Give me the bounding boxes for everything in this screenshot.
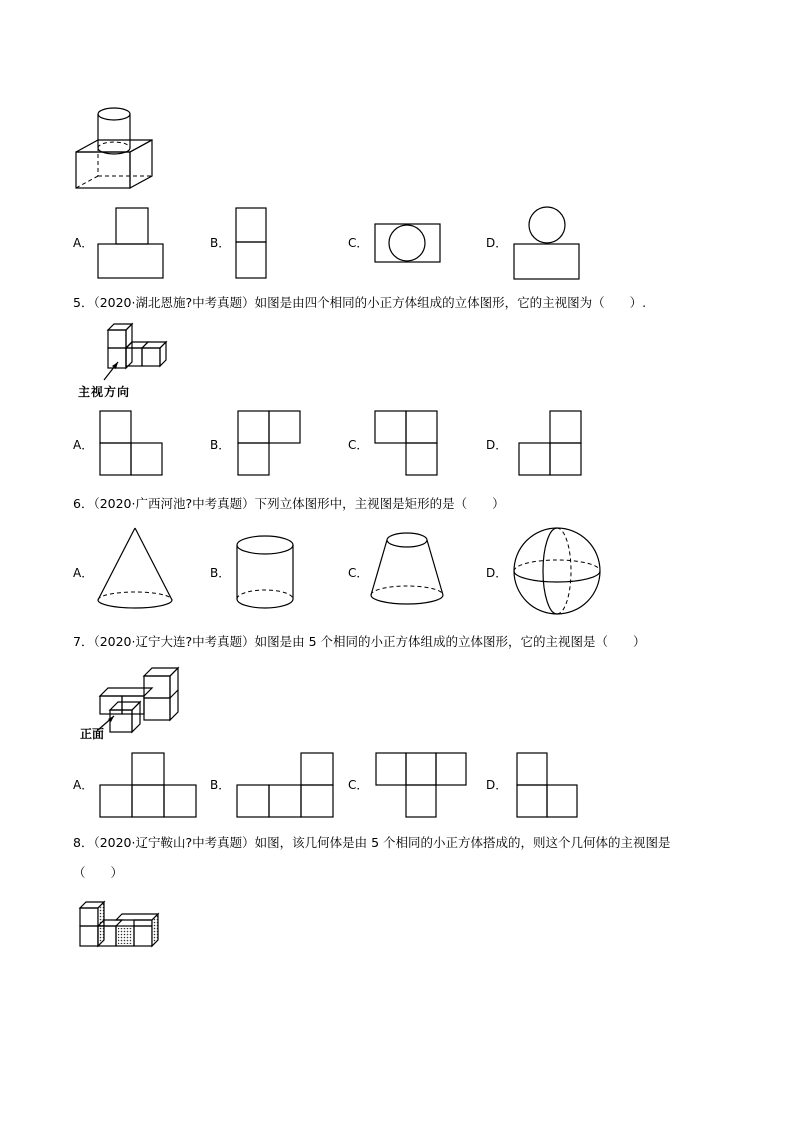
q6-option-b-label[interactable]: B．: [210, 566, 231, 580]
q8-solid-figure: [78, 900, 162, 950]
q7-question-text: 7．（2020·辽宁大连?中考真题）如图是由 5 个相同的小正方体组成的立体图形，它的主视图是（ ）: [73, 634, 646, 649]
q7-option-c-figure[interactable]: [376, 753, 474, 819]
q7-solid-figure: [96, 664, 186, 736]
q6-option-c-label[interactable]: C．: [348, 566, 369, 580]
q6-option-a-label[interactable]: A．: [73, 566, 94, 580]
q4-solid-figure: [76, 104, 156, 190]
q7-option-d-figure[interactable]: [517, 753, 581, 819]
q7-option-a-label[interactable]: A．: [73, 778, 94, 792]
q7-option-c-label[interactable]: C．: [348, 778, 369, 792]
q6-option-a-cone-figure[interactable]: [98, 528, 174, 612]
q4-option-a-label[interactable]: A．: [73, 236, 94, 250]
q5-option-a-label[interactable]: A．: [73, 438, 94, 452]
q6-option-b-cylinder-figure[interactable]: [236, 535, 296, 611]
q5-option-d-label[interactable]: D．: [486, 438, 508, 452]
q6-question-text: 6．（2020·广西河池?中考真题）下列立体图形中，主视图是矩形的是（ ）: [73, 496, 505, 511]
q5-option-b-figure[interactable]: [238, 411, 302, 477]
q7-option-d-label[interactable]: D．: [486, 778, 508, 792]
q6-option-c-frustum-figure[interactable]: [370, 531, 446, 611]
q4-option-d-label[interactable]: D．: [486, 236, 508, 250]
q4-option-c-label[interactable]: C．: [348, 236, 369, 250]
q7-front-label: 正面: [80, 727, 105, 741]
q4-option-d-figure[interactable]: [514, 206, 580, 282]
q8-question-text: 8．（2020·辽宁鞍山?中考真题）如图，该几何体是由 5 个相同的小正方体搭成的，则这个几何体的主视图是: [73, 835, 671, 850]
q4-option-a-figure[interactable]: [98, 208, 164, 280]
q5-option-c-label[interactable]: C．: [348, 438, 369, 452]
q5-option-d-figure[interactable]: [519, 411, 583, 477]
q7-option-b-figure[interactable]: [237, 753, 335, 819]
q4-option-b-label[interactable]: B．: [210, 236, 231, 250]
q7-option-a-figure[interactable]: [100, 753, 198, 819]
q5-option-a-figure[interactable]: [100, 411, 164, 477]
q6-option-d-sphere-figure[interactable]: [512, 527, 604, 617]
q4-option-c-figure[interactable]: [375, 224, 441, 264]
q4-option-b-figure[interactable]: [236, 208, 268, 280]
q7-option-b-label[interactable]: B．: [210, 778, 231, 792]
q5-solid-figure: [104, 322, 170, 384]
q5-view-direction-label: 主视方向: [78, 385, 131, 399]
q5-question-text: 5．（2020·湖北恩施?中考真题）如图是由四个相同的小正方体组成的立体图形，它的主视图为（ ）.: [73, 295, 647, 310]
q6-option-d-label[interactable]: D．: [486, 566, 508, 580]
q5-option-c-figure[interactable]: [375, 411, 439, 477]
q8-question-text-continued: （ ）: [73, 865, 124, 880]
q5-option-b-label[interactable]: B．: [210, 438, 231, 452]
